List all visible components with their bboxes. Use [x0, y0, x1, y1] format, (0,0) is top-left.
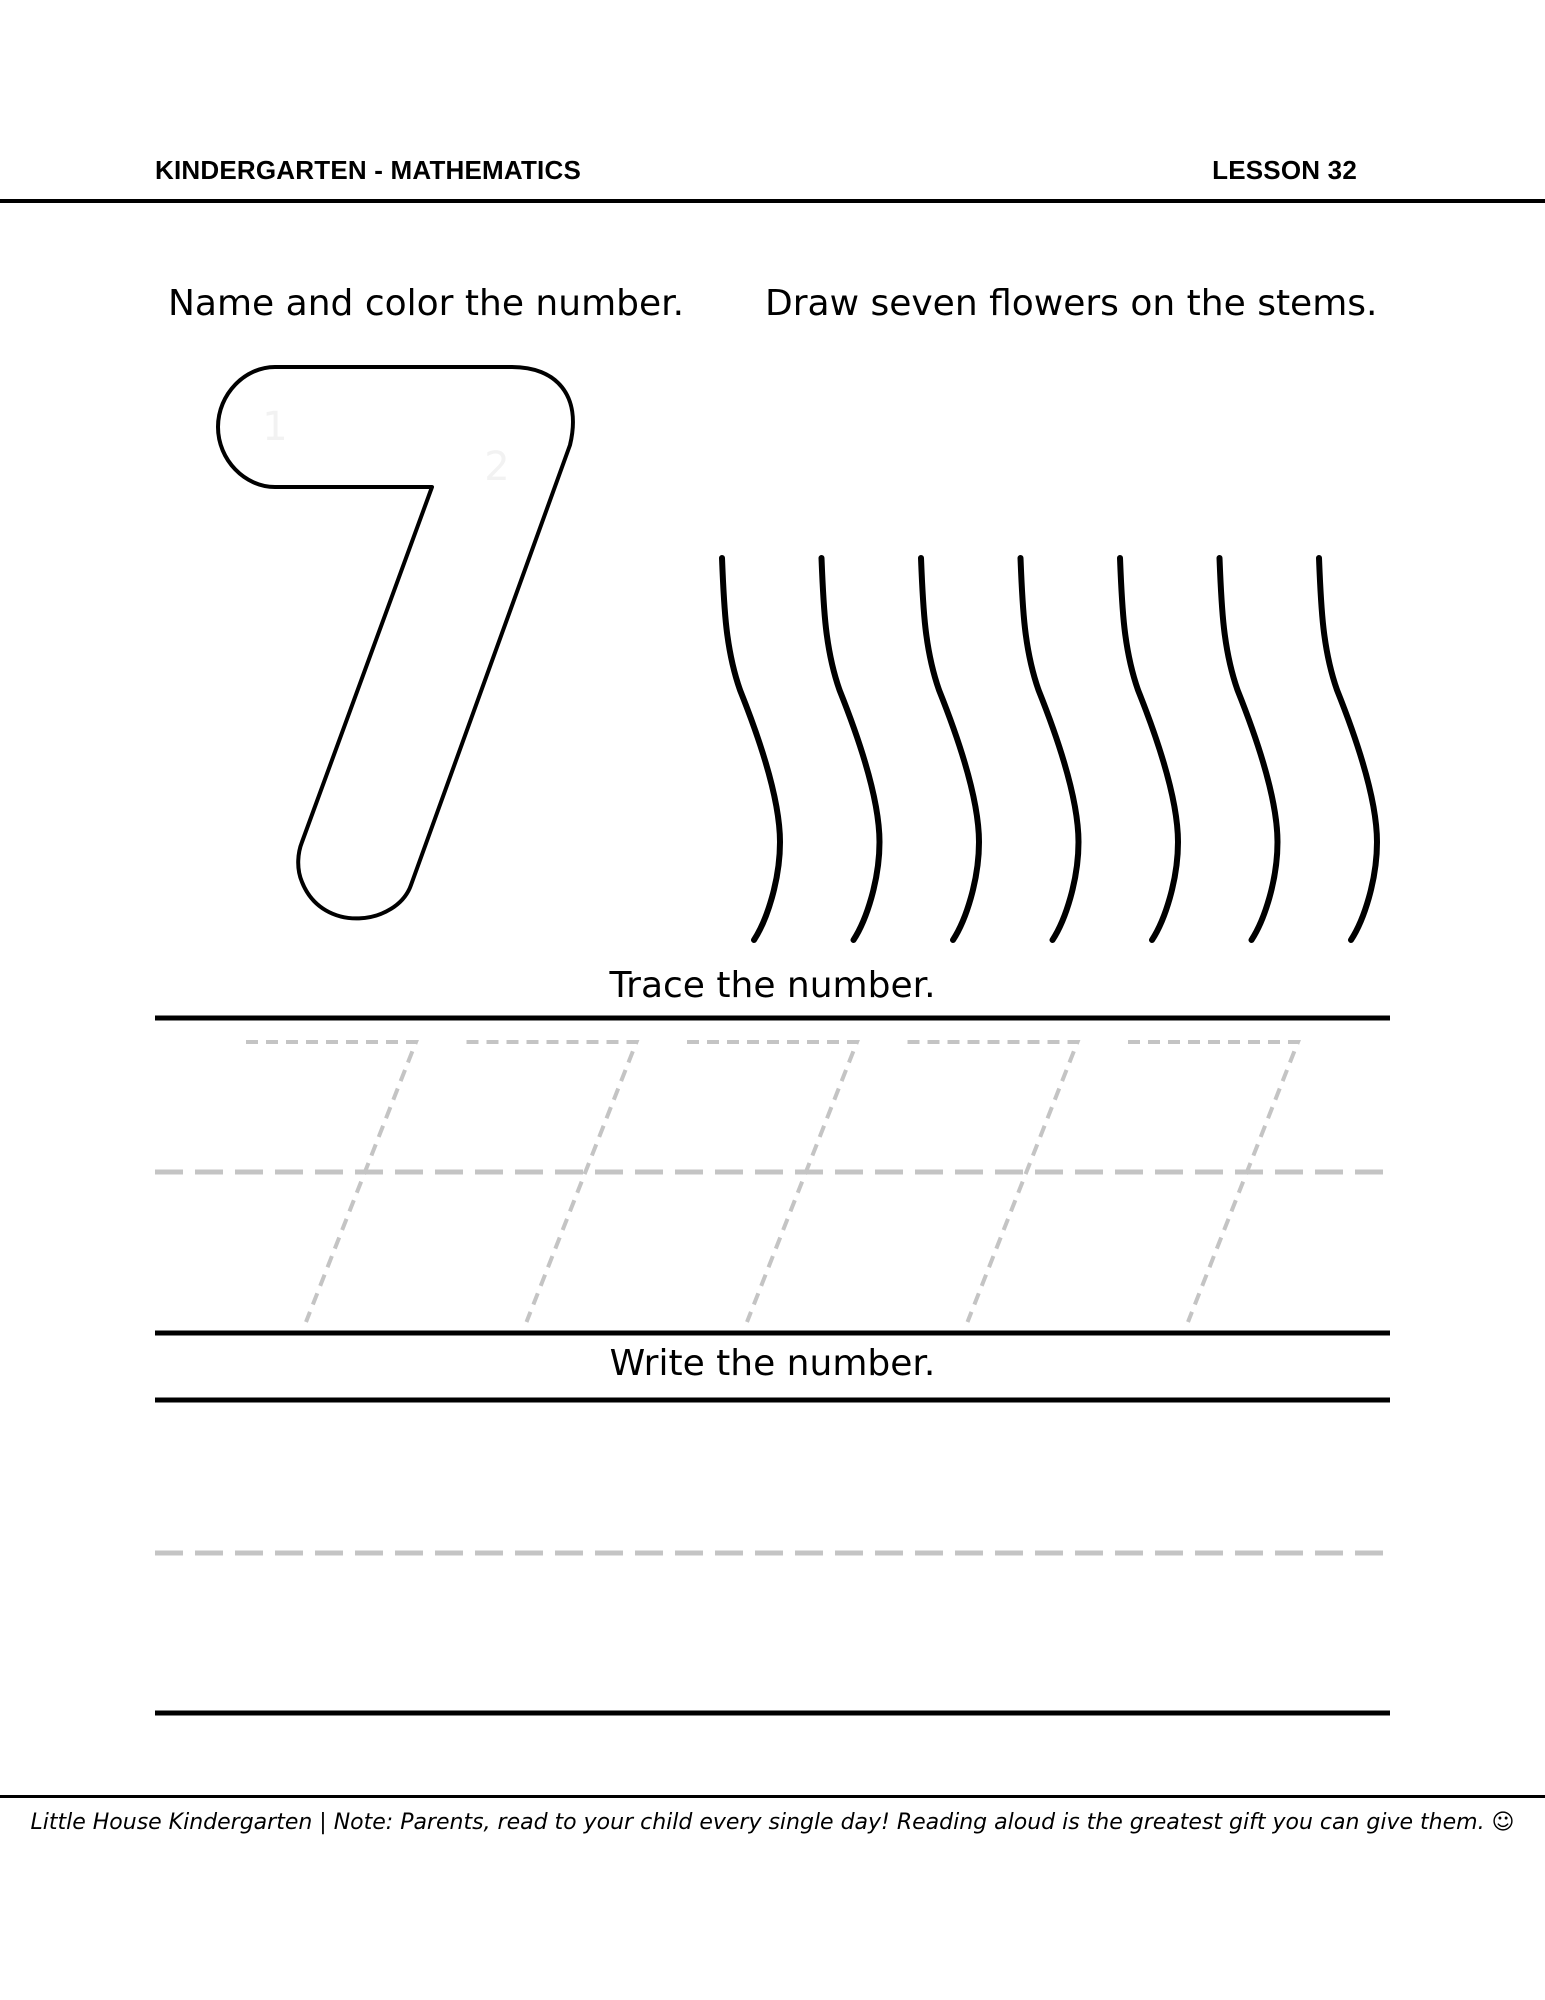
instruction-color-number: Name and color the number. [168, 283, 685, 324]
stroke-order-2-label: 2 [484, 444, 510, 490]
instruction-trace-number: Trace the number. [609, 965, 936, 1006]
instruction-draw-flowers: Draw seven flowers on the stems. [765, 283, 1378, 324]
header-course-title: KINDERGARTEN - MATHEMATICS [155, 155, 581, 185]
footer-divider [0, 1795, 1545, 1798]
instruction-write-number: Write the number. [609, 1343, 936, 1384]
footer-parent-note: Little House Kindergarten | Note: Parents, read to your child every single day! Reading aloud is the greatest gift you can give them. ☺ [30, 1810, 1515, 1835]
stroke-order-1-label: 1 [262, 404, 288, 450]
header-lesson-number: LESSON 32 [1212, 155, 1357, 185]
